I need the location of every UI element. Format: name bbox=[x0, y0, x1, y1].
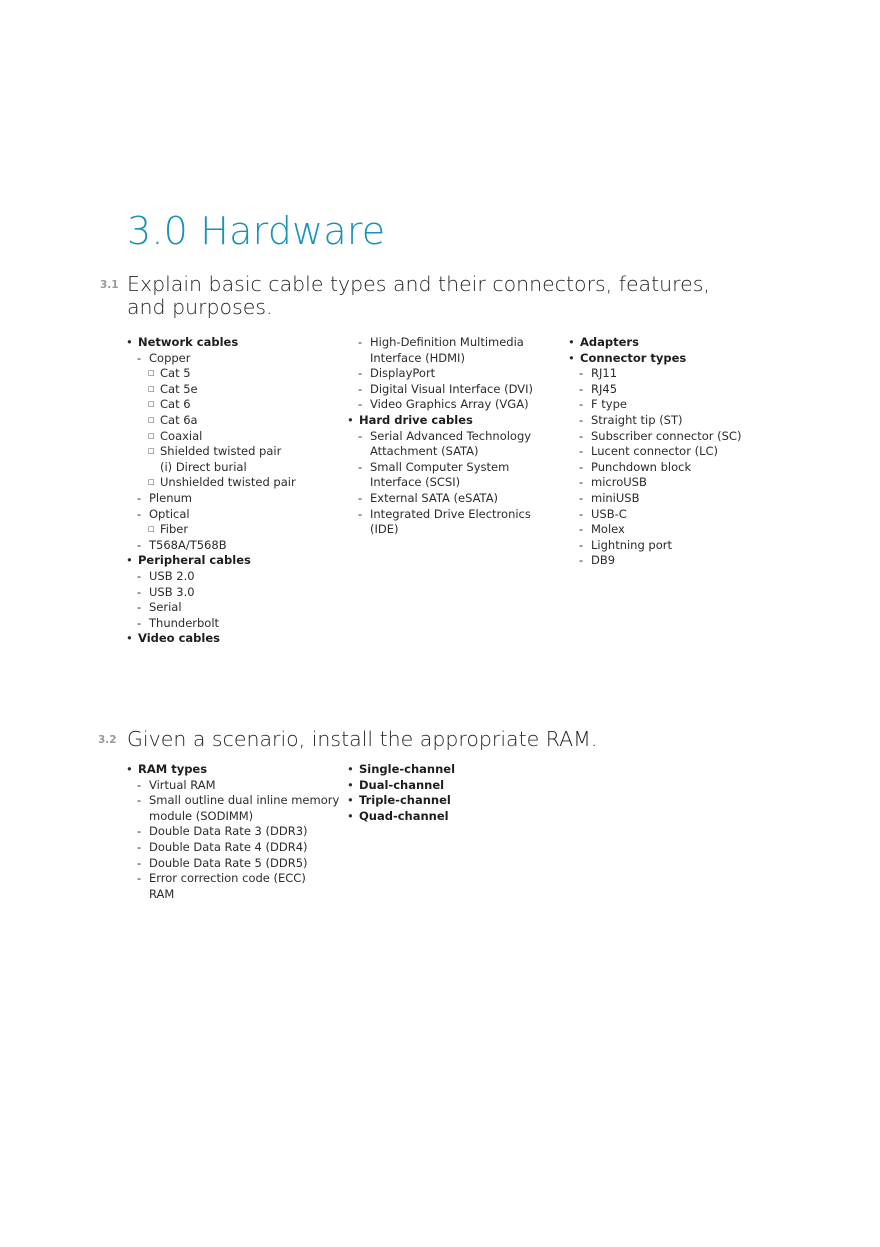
list-item: - Digital Visual Interface (DVI) bbox=[358, 381, 533, 396]
list-item: - Small Computer System bbox=[358, 459, 510, 474]
list-item: • Connector types bbox=[568, 350, 687, 365]
list-item: • RAM types bbox=[126, 762, 208, 776]
section-title bbox=[127, 273, 710, 319]
list-item: - Thunderbolt bbox=[137, 615, 220, 630]
list-item: - Straight tip (ST) bbox=[579, 412, 683, 427]
list-item: - USB-C bbox=[579, 506, 627, 521]
list-item: - Double Data Rate 5 (DDR5) bbox=[137, 855, 308, 870]
list-item: • Dual-channel bbox=[347, 777, 445, 792]
list-item: - DB9 bbox=[579, 553, 616, 568]
section-number: 3.1 bbox=[100, 279, 119, 291]
objective-column-1 bbox=[126, 335, 346, 647]
list-item: - Double Data Rate 4 (DDR4) bbox=[137, 839, 308, 854]
list-item: □ Cat 6a bbox=[148, 412, 198, 427]
list-item: - Plenum bbox=[137, 490, 192, 505]
list-item: - Subscriber connector (SC) bbox=[579, 428, 742, 443]
list-item: Attachment (SATA) bbox=[370, 444, 479, 459]
list-item: - F type bbox=[579, 397, 627, 412]
list-item: - microUSB bbox=[579, 475, 647, 490]
list-item: • Peripheral cables bbox=[126, 553, 251, 568]
list-item: • Triple-channel bbox=[347, 793, 451, 808]
list-item: • Video cables bbox=[126, 631, 220, 646]
list-item: Interface (SCSI) bbox=[370, 475, 461, 490]
list-item: • Quad-channel bbox=[347, 808, 449, 823]
list-item: - Lightning port bbox=[579, 537, 672, 552]
list-item: • Hard drive cables bbox=[347, 412, 473, 427]
list-item: - Video Graphics Array (VGA) bbox=[358, 397, 529, 412]
list-item: - Small outline dual inline memory bbox=[137, 793, 340, 808]
list-item: - miniUSB bbox=[579, 490, 640, 505]
section-title-line: and purposes. bbox=[127, 295, 273, 319]
list-item: - USB 3.0 bbox=[137, 584, 195, 599]
list-item: Interface (HDMI) bbox=[370, 350, 465, 365]
list-item: □ Coaxial bbox=[148, 428, 203, 443]
list-item: (IDE) bbox=[370, 522, 399, 537]
list-item: - Punchdown block bbox=[579, 459, 692, 474]
list-item: - Double Data Rate 3 (DDR3) bbox=[137, 824, 308, 839]
list-item: (i) Direct burial bbox=[160, 459, 247, 474]
list-item: • Single-channel bbox=[347, 762, 456, 776]
list-item: □ Unshielded twisted pair bbox=[148, 475, 296, 490]
list-item: □ Fiber bbox=[148, 522, 189, 537]
section-number: 3.2 bbox=[98, 734, 117, 746]
list-item: - DisplayPort bbox=[358, 366, 436, 381]
list-item: • Adapters bbox=[568, 335, 639, 349]
objective-column-2 bbox=[347, 335, 562, 538]
section-title-line: Explain basic cable types and their connectors, features, bbox=[127, 272, 710, 296]
list-item: - High-Definition Multimedia bbox=[358, 335, 524, 349]
list-item: - Molex bbox=[579, 522, 625, 537]
list-item: - Serial bbox=[137, 600, 182, 615]
list-item: □ Cat 6 bbox=[148, 397, 191, 412]
section-title: Given a scenario, install the appropriate RAM. bbox=[127, 727, 598, 751]
list-item: - USB 2.0 bbox=[137, 568, 195, 583]
list-item: - Virtual RAM bbox=[137, 777, 216, 792]
list-item: RAM bbox=[149, 886, 175, 901]
list-item: • Network cables bbox=[126, 335, 239, 349]
list-item: - Optical bbox=[137, 506, 190, 521]
list-item: - Copper bbox=[137, 350, 191, 365]
list-item: □ Cat 5 bbox=[148, 366, 191, 381]
list-item: module (SODIMM) bbox=[149, 808, 254, 823]
objective-column-2 bbox=[347, 762, 562, 824]
list-item: - External SATA (eSATA) bbox=[358, 490, 499, 505]
page-title: 3.0 Hardware bbox=[127, 209, 386, 253]
list-item: - RJ45 bbox=[579, 381, 618, 396]
list-item: □ Cat 5e bbox=[148, 381, 198, 396]
list-item: - Serial Advanced Technology bbox=[358, 428, 532, 443]
list-item: - T568A/T568B bbox=[137, 537, 227, 552]
list-item: □ Shielded twisted pair bbox=[148, 444, 282, 459]
list-item: - Error correction code (ECC) bbox=[137, 871, 306, 886]
list-item: - Lucent connector (LC) bbox=[579, 444, 719, 459]
objective-column-1 bbox=[126, 762, 346, 902]
list-item: - RJ11 bbox=[579, 366, 618, 381]
list-item: - Integrated Drive Electronics bbox=[358, 506, 531, 521]
objective-column-3 bbox=[568, 335, 768, 569]
